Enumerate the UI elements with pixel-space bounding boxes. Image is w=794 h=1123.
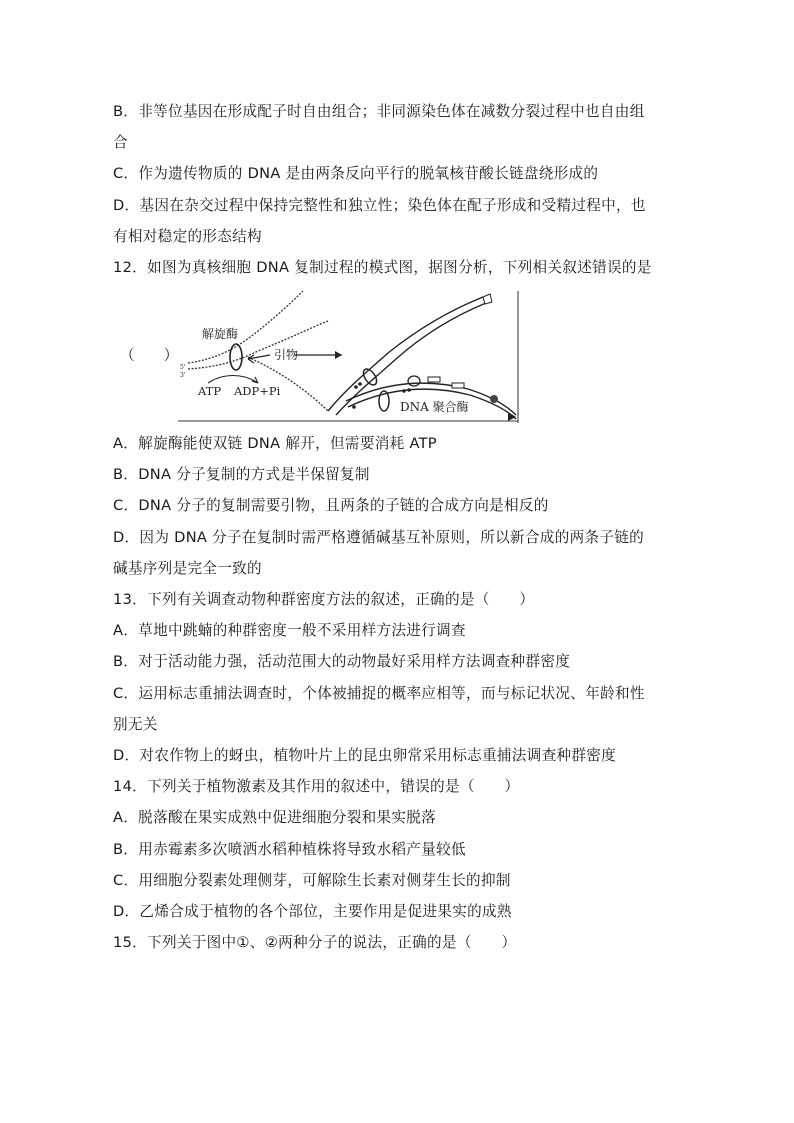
q11-option-c: C．作为遗传物质的 DNA 是由两条反向平行的脱氧核苷酸长链盘绕形成的 xyxy=(113,165,599,182)
label-helicase: 解旋酶 xyxy=(202,327,239,341)
q12-answer-paren: （ ） xyxy=(120,347,179,364)
q13-option-c-line2: 别无关 xyxy=(113,716,158,733)
q13-option-b: B．对于活动能力强，活动范围大的动物最好采用样方法调查种群密度 xyxy=(113,653,571,670)
label-atp: ATP xyxy=(198,384,222,398)
q11-option-d-line1: D．基因在杂交过程中保持完整性和独立性；染色体在配子形成和受精过程中，也 xyxy=(113,197,646,214)
q13-option-c-line1: C．运用标志重捕法调查时，个体被捕捉的概率应相等，而与标记状况、年龄和性 xyxy=(113,685,645,702)
label-primer: 引物 xyxy=(274,348,299,362)
q12-option-d-line1: D．因为 DNA 分子在复制时需严格遵循碱基互补原则，所以新合成的两条子链的 xyxy=(113,529,645,546)
q13-option-a: A．草地中跳蝻的种群密度一般不采用样方法进行调查 xyxy=(113,622,466,639)
q14-option-c: C．用细胞分裂素处理侧芽，可解除生长素对侧芽生长的抑制 xyxy=(113,872,511,889)
q11-option-d-line2: 有相对稳定的形态结构 xyxy=(113,228,262,245)
q12-stem: 12．如图为真核细胞 DNA 复制过程的模式图，据图分析，下列相关叙述错误的是 xyxy=(113,259,652,276)
q14-option-d: D．乙烯合成于植物的各个部位，主要作用是促进果实的成熟 xyxy=(113,903,512,920)
q12-option-a: A．解旋酶能使双链 DNA 解开，但需要消耗 ATP xyxy=(113,435,437,452)
label-5-prime: 5' xyxy=(180,364,186,371)
q12-option-d-line2: 碱基序列是完全一致的 xyxy=(113,560,262,577)
transition-arrow xyxy=(294,351,342,359)
q12-option-b: B．DNA 分子复制的方式是半保留复制 xyxy=(113,466,370,483)
q12-option-c: C．DNA 分子的复制需要引物，且两条的子链的合成方向是相反的 xyxy=(113,497,549,514)
q15-stem: 15．下列关于图中①、②两种分子的说法，正确的是（ ） xyxy=(113,934,517,951)
label-dna-polymerase: DNA 聚合酶 xyxy=(400,400,469,414)
q13-stem: 13．下列有关调查动物种群密度方法的叙述，正确的是（ ） xyxy=(113,591,535,608)
q14-option-a: A．脱落酸在果实成熟中促进细胞分裂和果实脱落 xyxy=(113,809,437,826)
q11-option-b-line2: 合 xyxy=(113,134,128,151)
q11-option-b-line1: B．非等位基因在形成配子时自由组合；非同源染色体在减数分裂过程中也自由组 xyxy=(113,103,645,120)
q13-option-d: D．对农作物上的蚜虫，植物叶片上的昆虫卵常采用标志重捕法调查种群密度 xyxy=(113,747,617,764)
label-3-prime: 3' xyxy=(180,372,186,379)
dna-replication-figure xyxy=(178,291,520,423)
label-adp: ADP+Pi xyxy=(234,384,281,398)
q14-option-b: B．用赤霉素多次喷洒水稻种植株将导致水稻产量较低 xyxy=(113,841,466,858)
q14-stem: 14．下列关于植物激素及其作用的叙述中，错误的是（ ） xyxy=(113,778,520,795)
